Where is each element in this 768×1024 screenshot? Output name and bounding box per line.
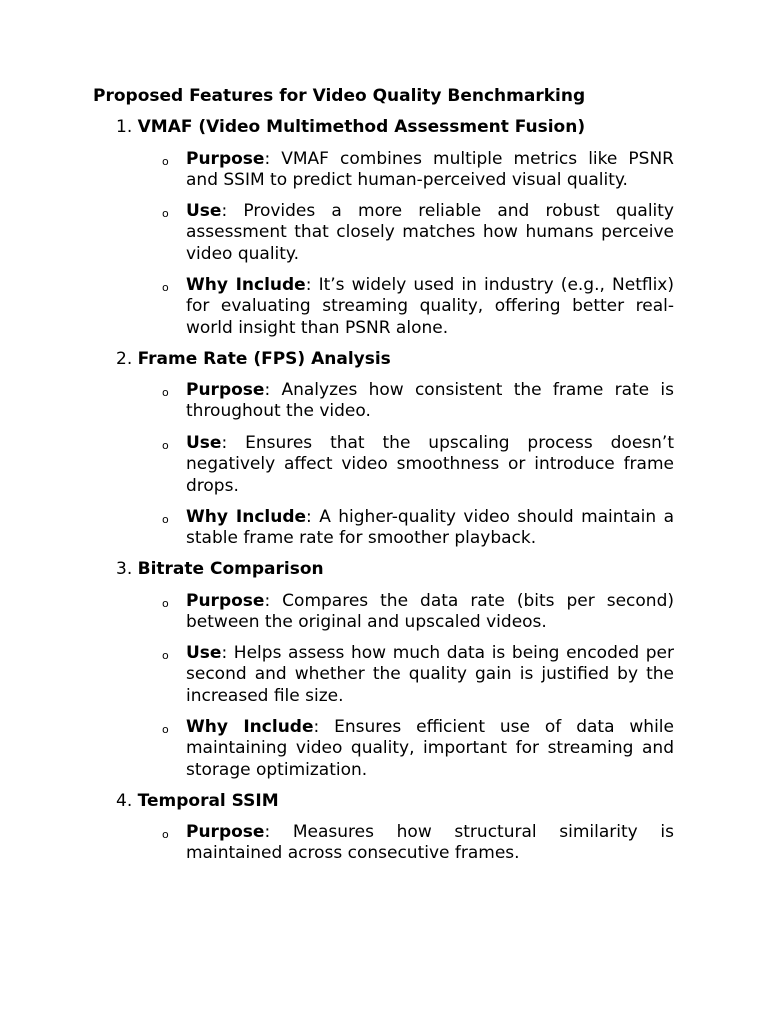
- bullet-text: [186, 717, 674, 781]
- bullet-body: : VMAF combines multiple metrics like PSNR and SSIM to predict human-perceived visual quality.: [186, 149, 674, 191]
- bullet-marker: o: [162, 439, 169, 452]
- bullet-marker: o: [162, 649, 169, 662]
- bullet-text: [186, 643, 674, 707]
- section-number: 1.: [116, 117, 133, 137]
- bullet-body: : Analyzes how consistent the frame rate is throughout the video.: [186, 380, 674, 422]
- bullet-marker: o: [162, 155, 169, 168]
- bullet-marker: o: [162, 597, 169, 610]
- bullet-body: : Measures how structural similarity is maintained across consecutive frames.: [186, 822, 674, 864]
- bullet-body: : It’s widely used in industry (e.g., Netflix) for evaluating streaming quality, offering better real-world insight than PSNR alone.: [186, 275, 674, 338]
- bullet-marker: o: [162, 386, 169, 399]
- bullet-body: : Ensures that the upscaling process doesn’t negatively affect video smoothness or introduce frame drops.: [186, 433, 674, 496]
- bullet-text: [186, 275, 674, 339]
- section-heading-vmaf: [116, 117, 585, 138]
- bullet-label: Purpose: [186, 380, 265, 400]
- bullet-text: [186, 591, 674, 634]
- bullet-label: Purpose: [186, 591, 265, 611]
- document-title: Proposed Features for Video Quality Benchmarking: [93, 86, 586, 106]
- bullet-marker: o: [162, 828, 169, 841]
- bullet-marker: o: [162, 723, 169, 736]
- section-heading-fps: [116, 349, 391, 370]
- bullet-body: : Ensures efficient use of data while maintaining video quality, important for streaming and storage optimization.: [186, 717, 674, 780]
- bullet-text: [186, 149, 674, 192]
- section-number: 4.: [116, 791, 133, 811]
- bullet-label: Why Include: [186, 507, 307, 527]
- bullet-text: [186, 433, 674, 497]
- section-title: VMAF (Video Multimethod Assessment Fusion): [137, 117, 586, 137]
- bullet-label: Purpose: [186, 149, 265, 169]
- bullet-text: [186, 822, 674, 865]
- bullet-label: Use: [186, 201, 222, 221]
- section-title: Frame Rate (FPS) Analysis: [137, 349, 391, 369]
- bullet-label: Use: [186, 643, 222, 663]
- bullet-marker: o: [162, 513, 169, 526]
- section-number: 3.: [116, 559, 133, 579]
- section-heading-temporal-ssim: [116, 791, 279, 812]
- bullet-label: Purpose: [186, 822, 265, 842]
- bullet-label: Use: [186, 433, 222, 453]
- bullet-body: : A higher-quality video should maintain a stable frame rate for smoother playback.: [186, 507, 674, 549]
- bullet-label: Why Include: [186, 717, 314, 737]
- bullet-marker: o: [162, 281, 169, 294]
- section-number: 2.: [116, 349, 133, 369]
- bullet-body: : Provides a more reliable and robust quality assessment that closely matches how humans perceive video quality.: [186, 201, 674, 264]
- bullet-marker: o: [162, 207, 169, 220]
- section-heading-bitrate: [116, 559, 324, 580]
- bullet-text: [186, 380, 674, 423]
- section-title: Bitrate Comparison: [137, 559, 324, 579]
- bullet-label: Why Include: [186, 275, 306, 295]
- bullet-text: [186, 507, 674, 550]
- section-title: Temporal SSIM: [137, 791, 279, 811]
- bullet-text: [186, 201, 674, 265]
- bullet-body: : Helps assess how much data is being encoded per second and whether the quality gain is justified by the increased file size.: [186, 643, 674, 706]
- bullet-body: : Compares the data rate (bits per second) between the original and upscaled videos.: [186, 591, 674, 633]
